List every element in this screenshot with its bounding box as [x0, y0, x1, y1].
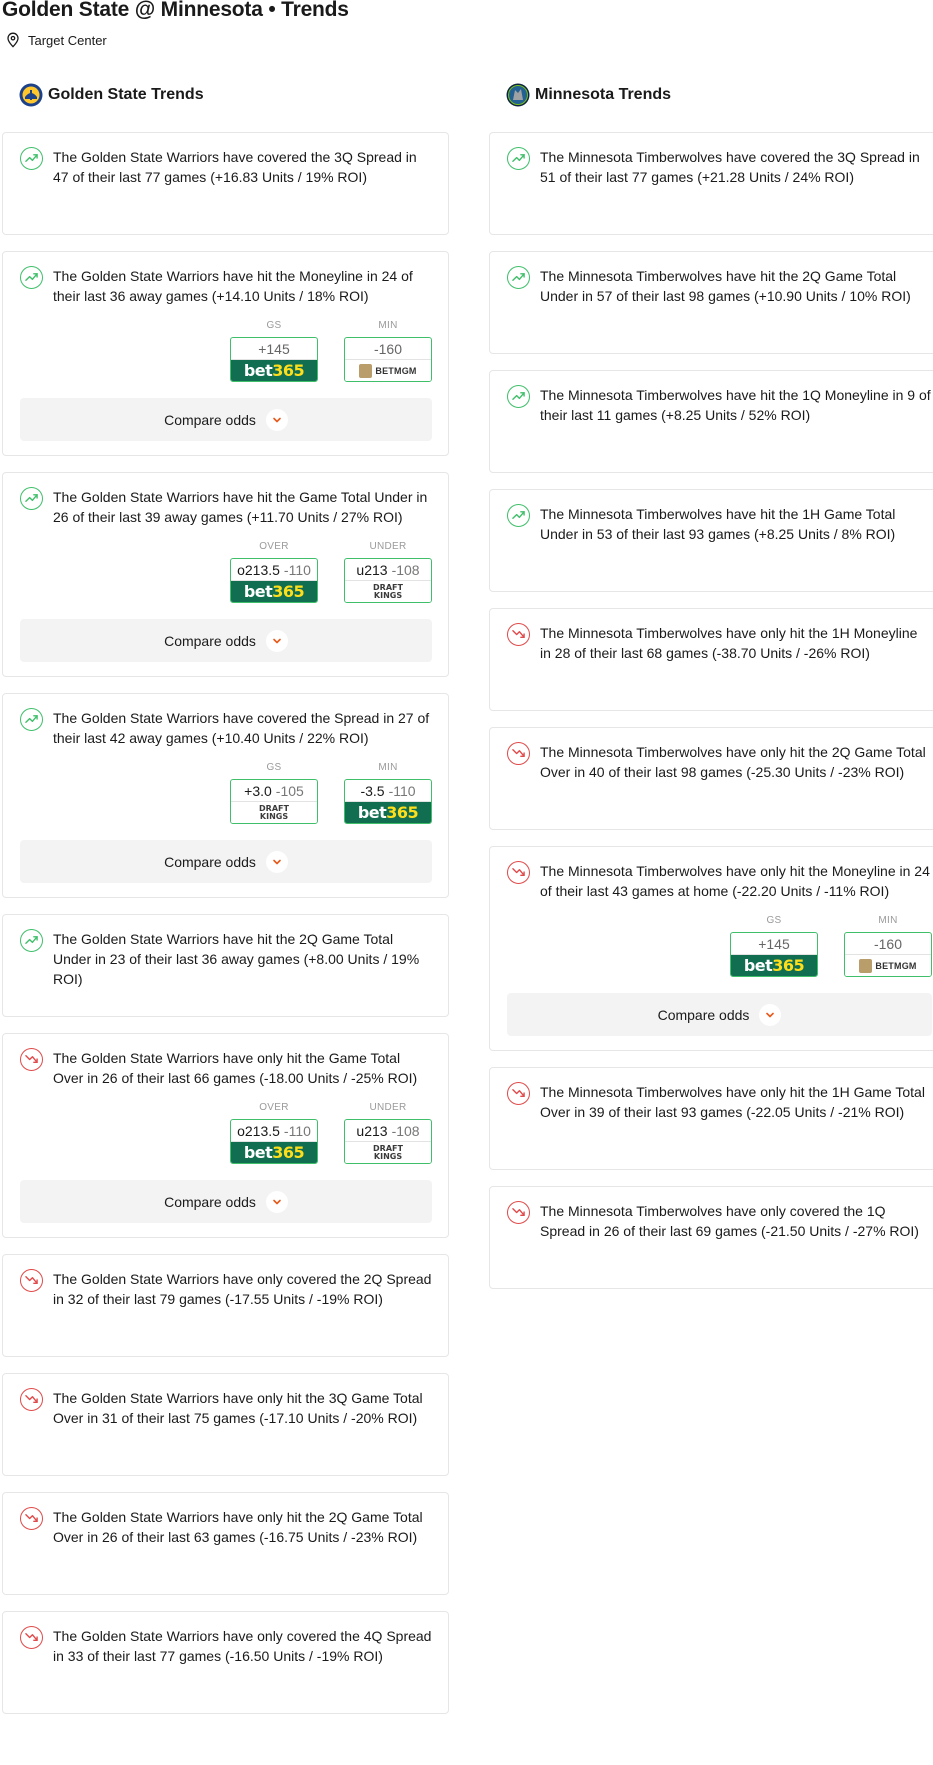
odds-value: [345, 1120, 431, 1141]
warriors-logo: [19, 83, 43, 107]
odds-price: -110: [388, 782, 416, 799]
trend-card: [489, 1186, 933, 1289]
trend-card: [489, 370, 933, 473]
trend-text: The Minnesota Timberwolves have covered the 3Q Spread in 51 of their last 77 games (+21.28 Units / 24% ROI): [540, 149, 920, 185]
column-header: [19, 80, 449, 110]
chevron-down-icon: [266, 409, 288, 431]
odds-button[interactable]: [230, 779, 318, 824]
trend-text: The Golden State Warriors have only hit the 3Q Game Total Over in 31 of their last 75 games (-17.10 Units / -20% ROI): [53, 1390, 423, 1426]
odds-label: UNDER: [369, 1102, 407, 1113]
trending-up-icon: [20, 929, 43, 952]
odds-column: [844, 915, 932, 977]
compare-odds-label: Compare odds: [164, 411, 256, 428]
trend-text: The Golden State Warriors have covered the 3Q Spread in 47 of their last 77 games (+16.83 Units / 19% ROI): [53, 149, 417, 185]
odds-button[interactable]: [730, 932, 818, 977]
trend-text: The Golden State Warriors have hit the Game Total Under in 26 of their last 39 away games (+11.70 Units / 27% ROI): [53, 489, 428, 525]
trend-text: The Golden State Warriors have covered the Spread in 27 of their last 42 away games (+10.40 Units / 22% ROI): [53, 710, 430, 746]
odds-column: [230, 320, 318, 382]
betmgm-logo: BETMGM: [345, 359, 431, 381]
trend-card: [2, 251, 449, 456]
trending-up-icon: [507, 385, 530, 408]
trend-card: [489, 1067, 933, 1170]
odds-label: UNDER: [369, 541, 407, 552]
trend-card: [2, 132, 449, 235]
odds-panel: [20, 762, 432, 824]
odds-value: [845, 933, 931, 954]
odds-value: [231, 559, 317, 580]
compare-odds-label: Compare odds: [164, 632, 256, 649]
trending-down-icon: [20, 1388, 43, 1411]
odds-line: o213.5: [237, 1122, 280, 1139]
trend-card: [489, 727, 933, 830]
trend-card: [489, 608, 933, 711]
trend-card: [2, 1373, 449, 1476]
compare-odds-button[interactable]: [20, 398, 432, 441]
trend-text: The Golden State Warriors have only hit the Game Total Over in 26 of their last 66 games (-18.00 Units / -25% ROI): [53, 1050, 418, 1086]
trend-card: [2, 1492, 449, 1595]
trend-text: The Minnesota Timberwolves have only hit the 1H Moneyline in 28 of their last 68 games (-38.70 Units / -26% ROI): [540, 625, 918, 661]
odds-line: u213: [356, 1122, 388, 1139]
odds-column: [730, 915, 818, 977]
bet365-logo: bet 365: [345, 801, 431, 823]
trending-down-icon: [20, 1048, 43, 1071]
odds-button[interactable]: [344, 558, 432, 603]
odds-price: -108: [391, 1122, 420, 1139]
trend-card: [489, 132, 933, 235]
trend-text: The Minnesota Timberwolves have only hit the Moneyline in 24 of their last 43 games at home (-22.20 Units / -11% ROI): [540, 863, 930, 899]
compare-odds-button[interactable]: [20, 1180, 432, 1223]
odds-price: -105: [275, 782, 304, 799]
trend-card: [489, 489, 933, 592]
trend-card: [2, 914, 449, 1017]
bet365-logo: bet 365: [231, 1141, 317, 1163]
compare-odds-button[interactable]: [507, 993, 932, 1036]
betmgm-logo: BETMGM: [845, 954, 931, 976]
odds-button[interactable]: [230, 558, 318, 603]
minnesota-trends-column: [489, 80, 933, 1305]
odds-column: [344, 320, 432, 382]
trending-down-icon: [20, 1626, 43, 1649]
trend-card: [489, 251, 933, 354]
trend-list: [2, 132, 449, 1714]
trend-card: [2, 693, 449, 898]
trending-down-icon: [507, 1082, 530, 1105]
trend-card: [2, 1033, 449, 1238]
betmgm-lion-icon: [359, 364, 372, 378]
trending-up-icon: [507, 147, 530, 170]
odds-price: -160: [873, 935, 903, 952]
odds-column: [344, 1102, 432, 1164]
trend-text: The Golden State Warriors have only covered the 2Q Spread in 32 of their last 79 games (-17.55 Units / -19% ROI): [53, 1271, 432, 1307]
odds-panel: [20, 541, 432, 603]
odds-label: OVER: [259, 541, 289, 552]
column-header: [506, 80, 933, 110]
odds-column: [230, 762, 318, 824]
trending-up-icon: [507, 504, 530, 527]
chevron-down-icon: [266, 630, 288, 652]
trend-list: [489, 132, 933, 1289]
bet365-logo: bet 365: [231, 359, 317, 381]
trending-up-icon: [20, 147, 43, 170]
page-title: Golden State @ Minnesota • Trends: [2, 0, 349, 21]
odds-label: MIN: [878, 915, 898, 926]
odds-value: [731, 933, 817, 954]
trending-down-icon: [20, 1269, 43, 1292]
trend-card: [2, 472, 449, 677]
odds-panel: [20, 320, 432, 382]
odds-price: -110: [283, 1122, 311, 1139]
trending-down-icon: [507, 1201, 530, 1224]
odds-panel: [507, 915, 932, 977]
golden-state-trends-column: [2, 80, 449, 1730]
bet365-logo: bet 365: [731, 954, 817, 976]
odds-value: [345, 780, 431, 801]
draftkings-logo: DRAFT KINGS: [231, 801, 317, 823]
trend-text: The Golden State Warriors have hit the Moneyline in 24 of their last 36 away games (+14.10 Units / 18% ROI): [53, 268, 413, 304]
odds-column: [344, 762, 432, 824]
timberwolves-logo: [506, 83, 530, 107]
odds-label: OVER: [259, 1102, 289, 1113]
venue: [6, 32, 107, 48]
compare-odds-label: Compare odds: [164, 1193, 256, 1210]
odds-label: MIN: [378, 320, 398, 331]
odds-line: -3.5: [360, 782, 385, 799]
trending-up-icon: [20, 487, 43, 510]
compare-odds-label: Compare odds: [657, 1006, 750, 1023]
odds-panel: [20, 1102, 432, 1164]
trend-text: The Minnesota Timberwolves have only hit the 1H Game Total Over in 39 of their last 93 games (-22.05 Units / -21% ROI): [540, 1084, 925, 1120]
odds-value: [345, 559, 431, 580]
odds-value: [231, 338, 317, 359]
odds-button[interactable]: [230, 1119, 318, 1164]
trending-up-icon: [20, 266, 43, 289]
chevron-down-icon: [266, 851, 288, 873]
odds-label: MIN: [378, 762, 398, 773]
odds-button[interactable]: [230, 337, 318, 382]
trend-card: [2, 1254, 449, 1357]
odds-line: o213.5: [237, 561, 280, 578]
chevron-down-icon: [266, 1191, 288, 1213]
trend-text: The Golden State Warriors have only covered the 4Q Spread in 33 of their last 77 games (-16.50 Units / -19% ROI): [53, 1628, 432, 1664]
trend-text: The Minnesota Timberwolves have hit the 1Q Moneyline in 9 of their last 11 games (+8.25 Units / 52% ROI): [540, 387, 931, 423]
draftkings-logo: DRAFT KINGS: [345, 1141, 431, 1163]
trending-up-icon: [507, 266, 530, 289]
trend-text: The Golden State Warriors have hit the 2Q Game Total Under in 23 of their last 36 away games (+8.00 Units / 19% ROI): [53, 931, 420, 987]
draftkings-logo: DRAFT KINGS: [345, 580, 431, 602]
trend-card: [2, 1611, 449, 1714]
odds-column: [230, 1102, 318, 1164]
odds-label: GS: [266, 762, 282, 773]
bet365-logo: bet 365: [231, 580, 317, 602]
odds-value: [231, 780, 317, 801]
compare-odds-button[interactable]: [20, 619, 432, 662]
trending-down-icon: [507, 623, 530, 646]
odds-label: GS: [266, 320, 282, 331]
trending-down-icon: [507, 742, 530, 765]
column-title: Minnesota Trends: [535, 86, 672, 103]
trend-text: The Golden State Warriors have only hit the 2Q Game Total Over in 26 of their last 63 games (-16.75 Units / -23% ROI): [53, 1509, 423, 1545]
trending-down-icon: [507, 861, 530, 884]
odds-price: -108: [391, 561, 420, 578]
compare-odds-button[interactable]: [20, 840, 432, 883]
column-title: Golden State Trends: [48, 86, 204, 103]
betmgm-lion-icon: [859, 959, 872, 973]
trend-text: The Minnesota Timberwolves have only hit the 2Q Game Total Over in 40 of their last 98 games (-25.30 Units / -23% ROI): [540, 744, 926, 780]
odds-value: [345, 338, 431, 359]
odds-button[interactable]: [344, 337, 432, 382]
odds-price: +145: [758, 935, 790, 952]
location-pin-icon: [6, 32, 20, 48]
trending-up-icon: [20, 708, 43, 731]
trend-text: The Minnesota Timberwolves have hit the 1H Game Total Under in 53 of their last 93 games (+8.25 Units / 8% ROI): [540, 506, 896, 542]
odds-button[interactable]: [344, 779, 432, 824]
odds-column: [344, 541, 432, 603]
compare-odds-label: Compare odds: [164, 853, 256, 870]
odds-price: -110: [283, 561, 311, 578]
chevron-down-icon: [759, 1004, 781, 1026]
trend-text: The Minnesota Timberwolves have hit the 2Q Game Total Under in 57 of their last 98 games (+10.90 Units / 10% ROI): [540, 268, 911, 304]
odds-column: [230, 541, 318, 603]
odds-line: u213: [356, 561, 388, 578]
trend-text: The Minnesota Timberwolves have only covered the 1Q Spread in 26 of their last 69 games (-21.50 Units / -27% ROI): [540, 1203, 919, 1239]
odds-value: [231, 1120, 317, 1141]
odds-price: +145: [258, 340, 290, 357]
odds-price: -160: [373, 340, 403, 357]
trending-down-icon: [20, 1507, 43, 1530]
odds-line: +3.0: [244, 782, 272, 799]
odds-button[interactable]: [844, 932, 932, 977]
odds-button[interactable]: [344, 1119, 432, 1164]
venue-name: Target Center: [28, 32, 107, 48]
trend-card: [489, 846, 933, 1051]
odds-label: GS: [766, 915, 782, 926]
